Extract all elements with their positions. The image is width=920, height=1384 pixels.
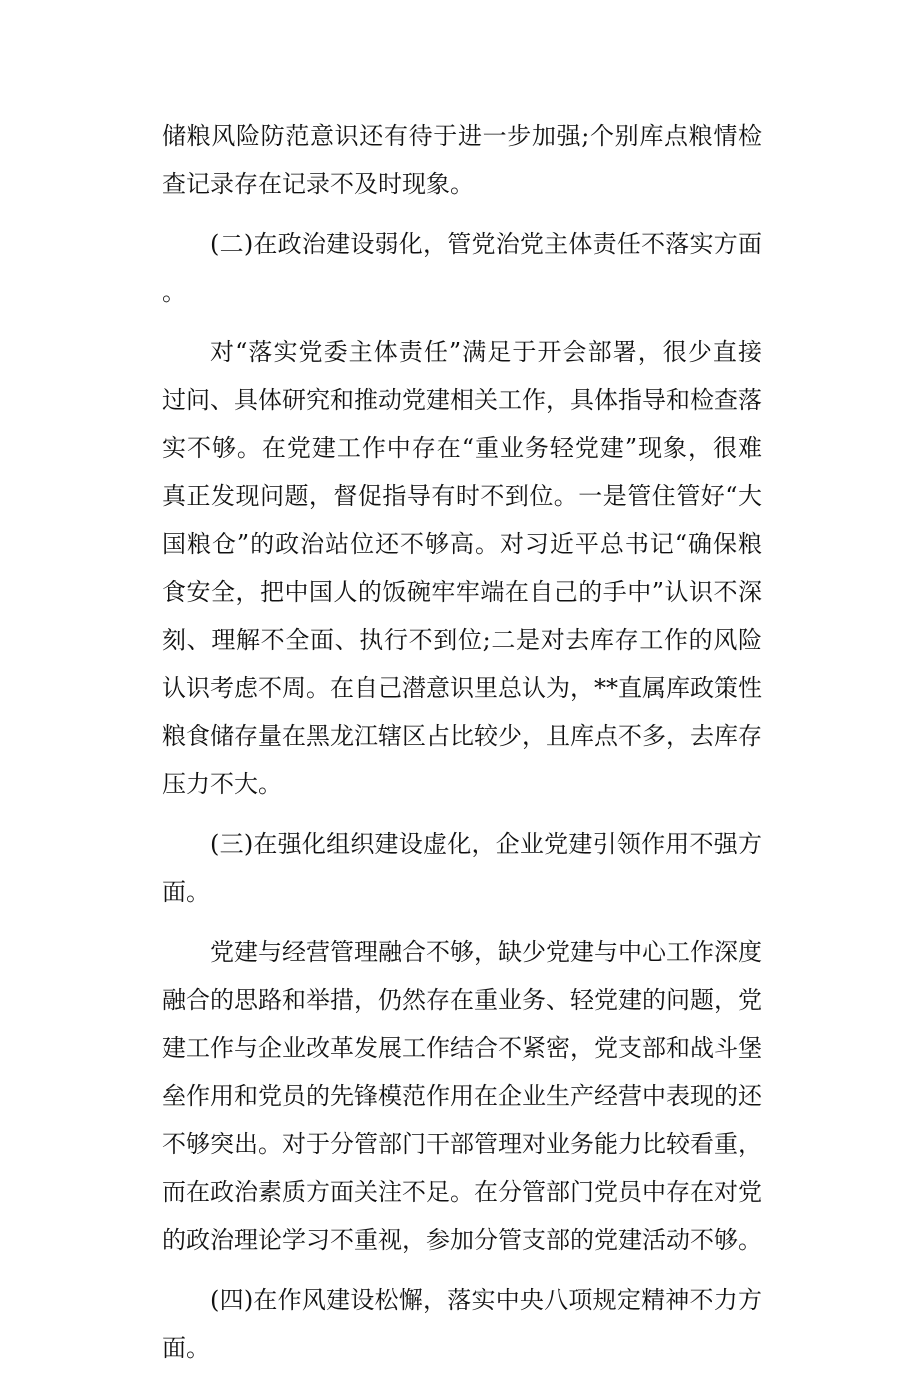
paragraph-organization-building: 党建与经营管理融合不够，缺少党建与中心工作深度融合的思路和举措，仍然存在重业务、轻党建的问题，党建工作与企业改革发展工作结合不紧密，党支部和战斗堡垒作用和党员的先锋模范作用在企业生产经营中表现的还不够突出。对于分管部门干部管理对业务能力比较看重，而在政治素质方面关注不足。在分管部门党员中存在对党的政治理论学习不重视，参加分管支部的党建活动不够。: [162, 938, 762, 1254]
paragraph-continuation: 储粮风险防范意识还有待于进一步加强;个别库点粮情检查记录存在记录不及时现象。: [162, 122, 762, 198]
paragraph-party-responsibility: 对“落实党委主体责任”满足于开会部署，很少直接过问、具体研究和推动党建相关工作，具体指导和检查落实不够。在党建工作中存在“重业务轻党建”现象，很难真正发现问题，督促指导有时不到位。一是管住管好“大国粮仓”的政治站位还不够高。对习近平总书记“确保粮食安全，把中国人的饭碗牢牢端在自己的手中”认识不深刻、理解不全面、执行不到位;二是对去库存工作的风险认识考虑不周。在自己潜意识里总认为，**直属库政策性粮食储存量在黑龙江辖区占比较少，且库点不多，去库存压力不大。: [162, 338, 762, 798]
section-heading-two: (二)在政治建设弱化，管党治党主体责任不落实方面。: [162, 230, 762, 306]
document-body: [162, 112, 762, 1384]
section-heading-four: (四)在作风建设松懈，落实中央八项规定精神不力方面。: [162, 1286, 762, 1362]
section-heading-three: (三)在强化组织建设虚化，企业党建引领作用不强方面。: [162, 830, 762, 906]
